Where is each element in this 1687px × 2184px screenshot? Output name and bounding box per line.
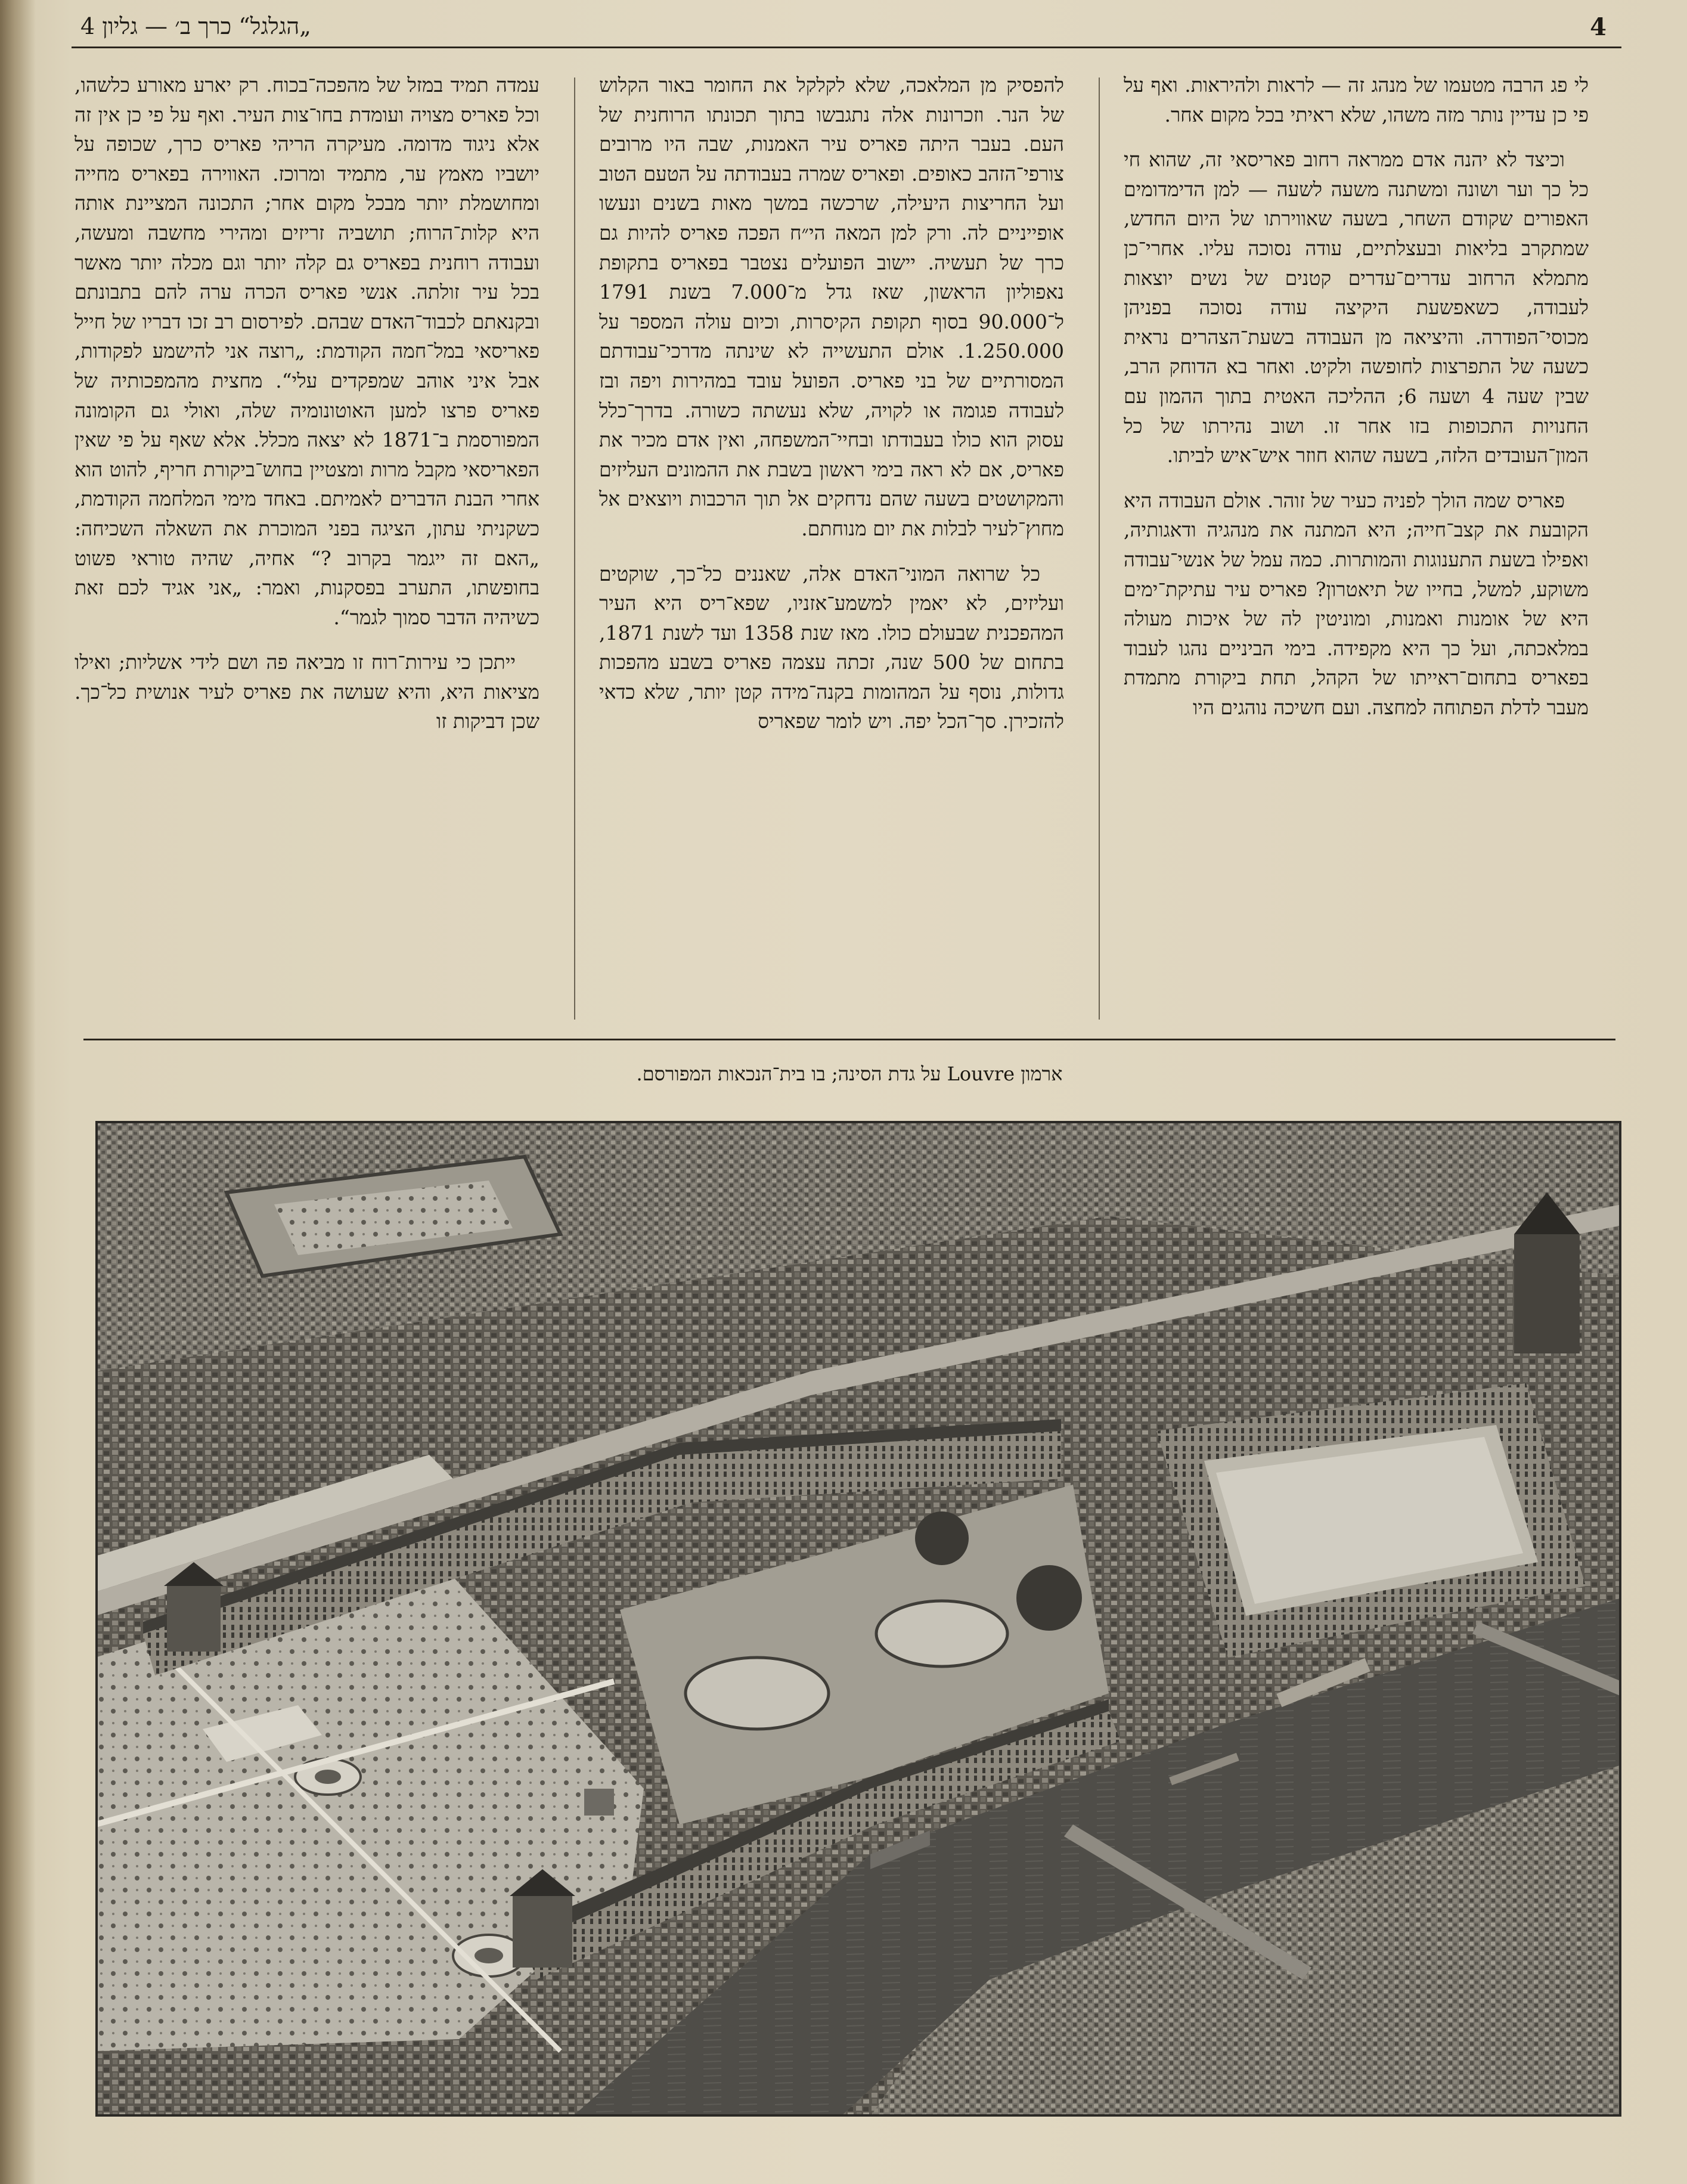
photo-illustration bbox=[95, 1121, 1621, 2117]
binding-spine bbox=[0, 0, 36, 2184]
paragraph: לי פג הרבה מטעמו של מנהג זה — לראות ולהיראות. ואף על פי כן עדיין נותר מזה משהו, שלא ראיתי בכל מקום אחר. bbox=[1124, 73, 1589, 126]
column-left bbox=[75, 70, 539, 1024]
running-head bbox=[80, 13, 1607, 49]
header-rule bbox=[72, 47, 1621, 48]
paragraph: כל שרואה המוני־האדם אלה, שאננים כל־כך, שוקטים ועליזים, לא יאמין למשמע־אזניו, שפא־ריס היא העיר המהפכנית שבעולם כולו. מאז שנת 1358 ועד לשנת 1871, בתחום של 500 שנה, זכתה עצמה פאריס בשבע מהפכות גדולות, נוסף על המהומות בקנה־מידה קטן יותר, שלא כדאי להזכירן. סך־הכל יפה. ויש לומר שפאריס bbox=[599, 562, 1064, 733]
paragraph: וכיצד לא יהנה אדם ממראה רחוב פאריסאי זה, שהוא חי כל כך וער ושונה ומשתנה משעה לשעה — למן הדימדומים האפורים שקודם השחר, בשעה שאווירתו של היום החדש, שמתקרב בליאות ובעצלתיים, עודה נסוכה עליו. אחרי־כן מתמלא הרחוב עדרים־עדרים קטנים של נשים יוצאות לעבודה, כשאפשעת היקיצה עודה נסוכה בפניהן מכוסי־הפודרה. והיציאה מן העבודה בשעת־הצהרים נראית כשעה של התפרצות לחופשה ולקיט. ואחר בא הדוחק הרב, שבין שעה 4 ושעה 6; ההליכה האטית בתוך ההמון עם החנויות התכופות בזו אחר זו. ושוב נהירתו של כל המון־העובדים הלזה, בשעה שהוא חוזר איש־איש לביתו. bbox=[1124, 148, 1589, 467]
caption-rule bbox=[83, 1039, 1615, 1040]
paragraph: ייתכן כי עירות־רוח זו מביאה פה ושם לידי אשליות; ואילו מציאות היא, והיא שעושה את פאריס לעיר אנושית כל־כך. שכן דביקות זו bbox=[75, 650, 539, 733]
column-divider bbox=[574, 78, 575, 1020]
column-right bbox=[1124, 70, 1589, 1024]
column-middle bbox=[599, 70, 1064, 1024]
paragraph: עמדה תמיד במזל של מהפכה־בכוח. רק יארע מאורע כלשהו, וכל פאריס מצויה ועומדת בחו־צות העיר. ואף על פי כן אין זה אלא ניגוד מדומה. מעיקרה הריהי פאריס כרך, שכופה על יושביו מאמץ ער, מתמיד ומרוכז. האווירה בפאריס מחייה ומחושמלת יותר מבכל מקום אחר; התכונה המציינת אותה היא קלות־הרוח; תושביה זריזים ומהירי מחשבה ומעשה, ועבודה רוחנית בפאריס גם קלה יותר וגם מכלה יותר מאשר בכל עיר זולתה. אנשי פאריס הכרה ערה להם בתבונתם ובקנאתם לכבוד־האדם שבהם. לפירסום רב זכו דבריו של חייל פאריסאי במל־חמה הקודמת: „רוצה אני להישמע לפקודות, אבל איני אוהב שמפקדים עלי“. מחצית מהמפכותיה של פאריס פרצו למען האוטונומיה שלה, ואולי גם הקומונה המפורסמת ב־1871 לא יצאה מכלל. אלא שאף על פי שאין הפאריסאי מקבל מרות ומצטיין בחוש־ביקורת חריף, להוט הוא אחרי הבנת הדברים לאמיתם. באחד מימי המלחמה הקודמת, כשקניתי עתון, הציגה בפני המוכרת את השאלה השכיחה: „האם זה ייגמר בקרוב ?“ אחיה, שהיה טוראי פשוט בחופשתו, התערב בפסקנות, ואמר: „אני אגיד לכם זאת כשיהיה הדבר סמוך לגמר“. bbox=[75, 73, 539, 629]
publication-title: „הגלגל“ כרך ב׳ — גליון 4 bbox=[80, 13, 311, 39]
paragraph: פאריס שמה הולך לפניה כעיר של זוהר. אולם העבודה היא הקובעת את קצב־חייה; היא המתנה את מנהגיה ודאגותיה, ואפילו בשעת התענוגות והמותרות. כמה עמל של אנשי־עבודה משוקע, למשל, בחייו של תיאטרון? פאריס עיר עתיקת־ימים היא של אומנות ואמנות, ומוניטין לה של איכות מעולה במלאכתה, ועל כך היא מקפידה. בימי הביניים נהגו לעבוד בפאריס בתחום־ראייתו של הקהל, תחת ביקורת מתמדת מעבר לדלת הפתוחה למחצה. ועם חשיכה נוהגים היו bbox=[1124, 488, 1589, 719]
paragraph: להפסיק מן המלאכה, שלא לקלקל את החומר באור הקלוש של הנר. וזכרונות אלה נתגבשו בתוך תכונתו הרוחנית של העם. בעבר היתה פאריס עיר האמנות, שבה היו מרובים צורפי־הזהב כאופים. ופאריס שמרה בעבודתה על הטעם הטוב ועל החריצות היעילה, שרכשה במשך מאות בשנים ונעשו אופייניים לה. ורק למן המאה הי״ח הפכה פאריס להיות גם כרך של תעשיה. יישוב הפועלים נצטבר בפאריס בתקופת נאפוליון הראשון, שאז גדל מ־7.000 בשנת 1791 ל־90.000 בסוף תקופת הקיסרות, וכיום עולה המספר על 1.250.000. אולם התעשייה לא שינתה מדרכי־עבודתם המסורתיים של בני פאריס. הפועל עובד במהירות ויפה ובז לעבודה פגומה או לקויה, שלא נעשתה כשורה. בדרך־כלל עסוק הוא כולו בעבודתו ובחיי־המשפחה, ואין אדם מכיר את פאריס, אם לא ראה בימי ראשון בשבת את ההמונים העליזים והמקושטים בשעה שהם נדחקים אל תוך הרכבות ויוצאים אל מחוץ־לעיר לבלות את יום מנוחתם. bbox=[599, 73, 1064, 540]
louvre-aerial-photo bbox=[95, 1121, 1621, 2117]
photo-caption: ארמון Louvre על גדת הסינה; בו בית־הנכאות המפורסם. bbox=[636, 1062, 1063, 1085]
column-divider bbox=[1099, 78, 1100, 1020]
page-number: 4 bbox=[1590, 13, 1607, 41]
